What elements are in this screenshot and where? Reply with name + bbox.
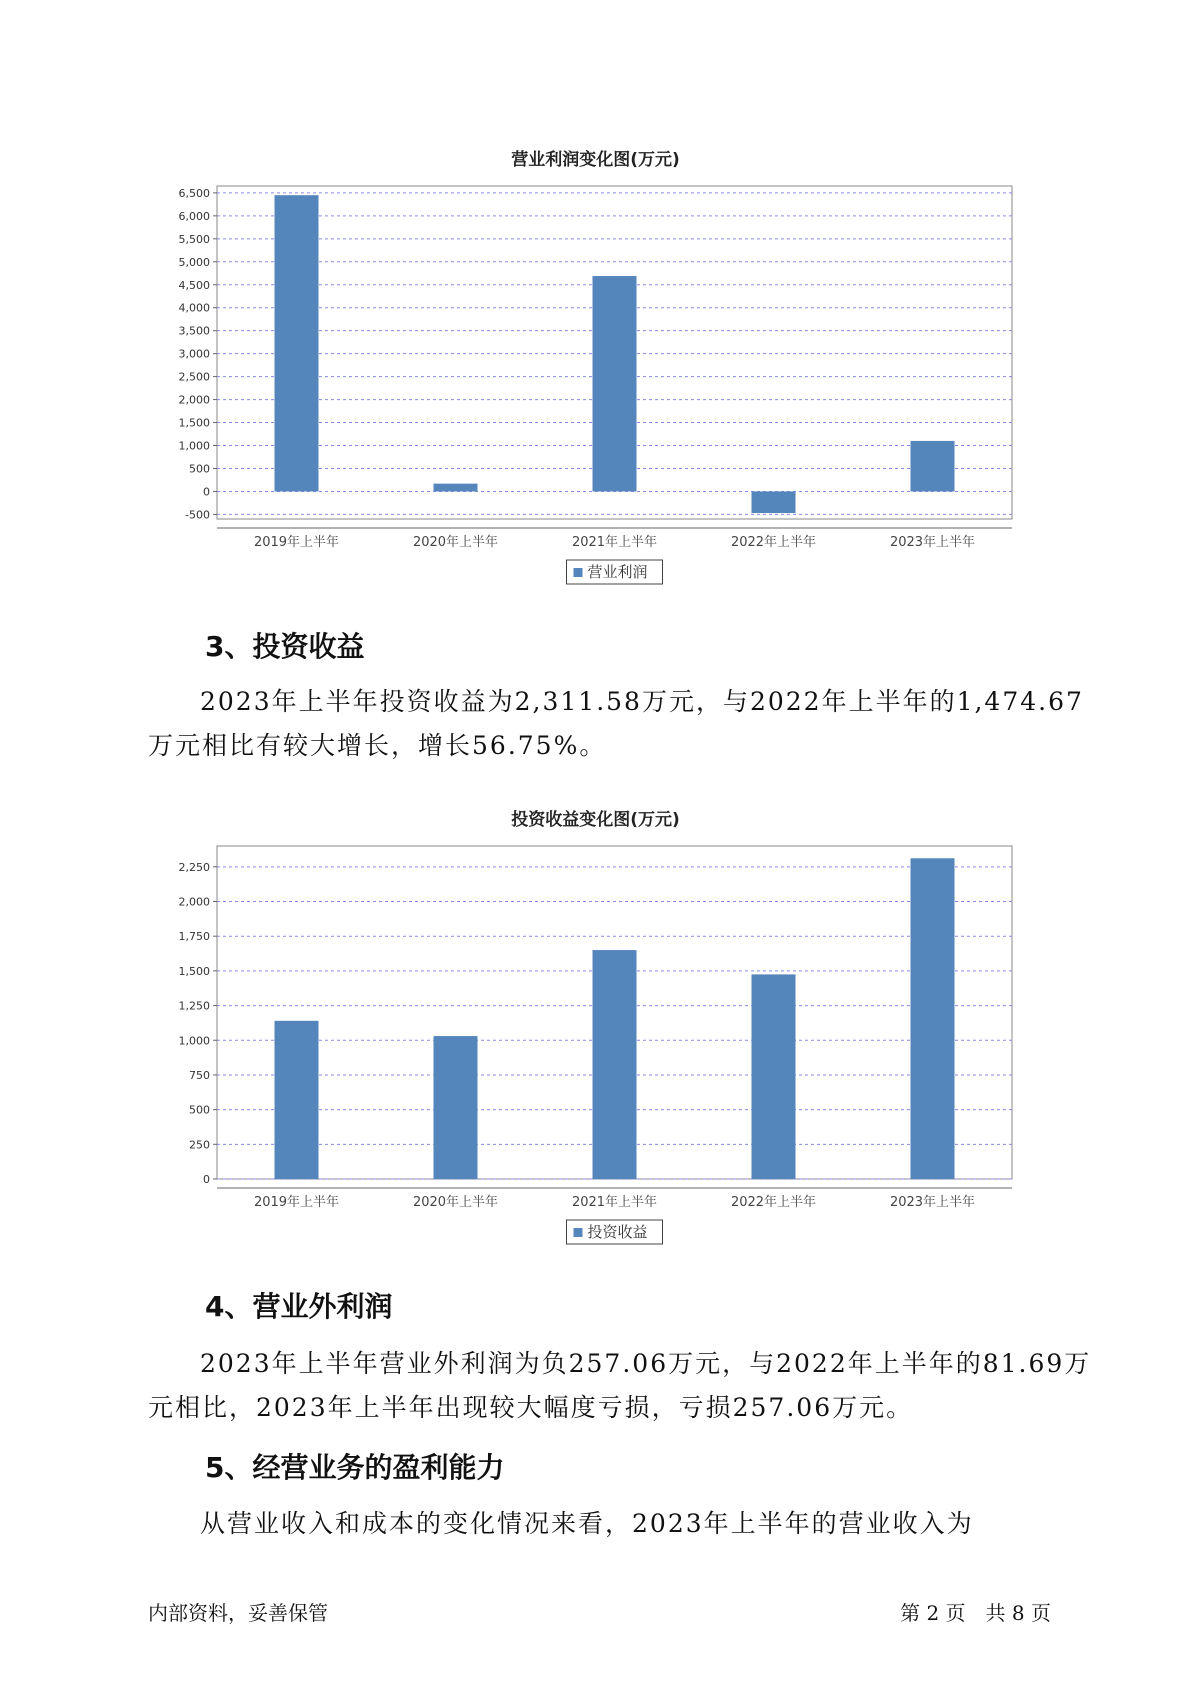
legend-swatch <box>574 1228 583 1237</box>
paragraph-line: 元相比，2023年上半年出现较大幅度亏损，亏损257.06万元。 <box>148 1393 914 1422</box>
y-tick-label: 2,250 <box>178 860 210 874</box>
section-4-paragraph <box>148 1342 1092 1430</box>
x-tick-label: 2021年上半年 <box>571 535 658 550</box>
section-4-heading: 4、营业外利润 <box>205 1290 393 1323</box>
y-tick-label: 500 <box>189 462 210 476</box>
y-tick-label: 3,500 <box>178 324 210 338</box>
chart2-title: 投资收益变化图(万元) <box>511 810 680 830</box>
footer-page-number: 第 2 页 共 8 页 <box>900 1601 1051 1625</box>
y-tick-label: -500 <box>185 508 210 522</box>
y-tick-label: 5,000 <box>178 255 210 269</box>
bar <box>275 1021 319 1179</box>
y-tick-label: 6,500 <box>178 186 210 200</box>
x-tick-label: 2019年上半年 <box>253 1195 340 1210</box>
x-tick-label: 2022年上半年 <box>730 535 817 550</box>
y-tick-label: 2,000 <box>178 895 210 909</box>
y-tick-label: 5,500 <box>178 232 210 246</box>
x-tick-label: 2021年上半年 <box>571 1195 658 1210</box>
x-tick-label: 2022年上半年 <box>730 1195 817 1210</box>
section-5-heading: 5、经营业务的盈利能力 <box>205 1451 505 1484</box>
bar <box>911 858 955 1179</box>
bar <box>593 950 637 1179</box>
y-tick-label: 750 <box>189 1068 210 1082</box>
y-tick-label: 4,000 <box>178 301 210 315</box>
y-tick-label: 250 <box>189 1138 210 1152</box>
y-tick-label: 2,500 <box>178 370 210 384</box>
footer-left: 内部资料，妥善保管 <box>148 1601 328 1625</box>
legend-label: 投资收益 <box>587 1223 648 1241</box>
section-3-heading: 3、投资收益 <box>205 630 365 663</box>
y-tick-label: 1,250 <box>178 999 210 1013</box>
y-tick-label: 1,500 <box>178 964 210 978</box>
paragraph-line: 2023年上半年营业外利润为负257.06万元，与2022年上半年的81.69万 <box>200 1349 1092 1378</box>
y-tick-label: 1,000 <box>178 439 210 453</box>
bar <box>434 1036 478 1179</box>
section-5-paragraph <box>148 1502 1068 1546</box>
y-tick-label: 500 <box>189 1103 210 1117</box>
paragraph-line: 从营业收入和成本的变化情况来看，2023年上半年的营业收入为 <box>200 1509 974 1538</box>
bar <box>752 974 796 1179</box>
legend-label: 营业利润 <box>587 563 648 581</box>
y-tick-label: 0 <box>203 1173 210 1186</box>
y-tick-label: 6,000 <box>178 209 210 223</box>
y-tick-label: 4,500 <box>178 278 210 292</box>
x-tick-label: 2020年上半年 <box>412 535 499 550</box>
x-tick-label: 2023年上半年 <box>889 535 976 550</box>
y-tick-label: 2,000 <box>178 393 210 407</box>
y-tick-label: 3,000 <box>178 347 210 361</box>
y-tick-label: 1,500 <box>178 416 210 430</box>
y-tick-label: 0 <box>203 485 210 499</box>
chart1-title: 营业利润变化图(万元) <box>511 150 680 170</box>
paragraph-line: 2023年上半年投资收益为2,311.58万元，与2022年上半年的1,474.67 <box>200 687 1084 716</box>
x-tick-label: 2019年上半年 <box>253 535 340 550</box>
x-tick-label: 2020年上半年 <box>412 1195 499 1210</box>
paragraph-line: 万元相比有较大增长，增长56.75%。 <box>148 731 607 760</box>
x-tick-label: 2023年上半年 <box>889 1195 976 1210</box>
y-tick-label: 1,750 <box>178 930 210 944</box>
y-tick-label: 1,000 <box>178 1034 210 1048</box>
